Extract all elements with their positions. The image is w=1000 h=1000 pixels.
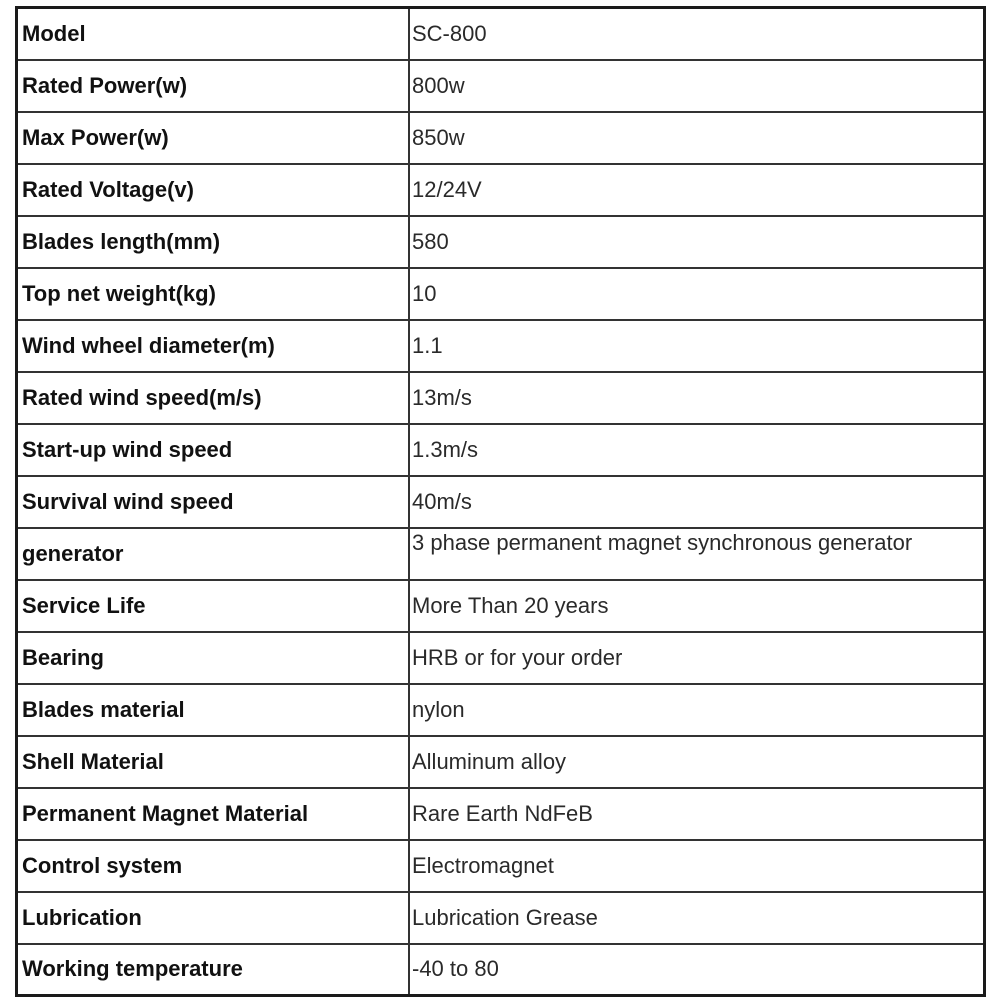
- table-row: [17, 8, 985, 60]
- spec-value: Lubrication Grease: [409, 892, 985, 944]
- table-row: [17, 580, 985, 632]
- spec-value: More Than 20 years: [409, 580, 985, 632]
- spec-value: 850w: [409, 112, 985, 164]
- spec-label: Rated wind speed(m/s): [17, 372, 410, 424]
- table-row: [17, 372, 985, 424]
- table-row: [17, 268, 985, 320]
- spec-table: [15, 6, 986, 997]
- spec-value: Electromagnet: [409, 840, 985, 892]
- spec-value: -40 to 80: [409, 944, 985, 996]
- spec-label: Survival wind speed: [17, 476, 410, 528]
- table-row: [17, 840, 985, 892]
- spec-label: Working temperature: [17, 944, 410, 996]
- table-row: [17, 684, 985, 736]
- spec-value: HRB or for your order: [409, 632, 985, 684]
- spec-value: 800w: [409, 60, 985, 112]
- spec-label: Control system: [17, 840, 410, 892]
- spec-label: Permanent Magnet Material: [17, 788, 410, 840]
- spec-value: 3 phase permanent magnet synchronous generator: [409, 528, 985, 580]
- table-row: [17, 112, 985, 164]
- spec-value: SC-800: [409, 8, 985, 60]
- spec-label: Bearing: [17, 632, 410, 684]
- spec-value: Rare Earth NdFeB: [409, 788, 985, 840]
- table-row: [17, 632, 985, 684]
- spec-value: 13m/s: [409, 372, 985, 424]
- spec-label: Rated Voltage(v): [17, 164, 410, 216]
- spec-value: Alluminum alloy: [409, 736, 985, 788]
- spec-label: Start-up wind speed: [17, 424, 410, 476]
- spec-label: generator: [17, 528, 410, 580]
- spec-label: Lubrication: [17, 892, 410, 944]
- spec-value: 580: [409, 216, 985, 268]
- spec-label: Model: [17, 8, 410, 60]
- table-row: [17, 424, 985, 476]
- table-row: [17, 164, 985, 216]
- spec-label: Wind wheel diameter(m): [17, 320, 410, 372]
- table-row: [17, 944, 985, 996]
- spec-label: Blades length(mm): [17, 216, 410, 268]
- spec-label: Rated Power(w): [17, 60, 410, 112]
- table-row: [17, 476, 985, 528]
- spec-label: Blades material: [17, 684, 410, 736]
- spec-value: 12/24V: [409, 164, 985, 216]
- spec-label: Max Power(w): [17, 112, 410, 164]
- spec-label: Service Life: [17, 580, 410, 632]
- table-row: [17, 528, 985, 580]
- table-row: [17, 60, 985, 112]
- spec-label: Shell Material: [17, 736, 410, 788]
- table-row: [17, 892, 985, 944]
- table-row: [17, 216, 985, 268]
- spec-value: nylon: [409, 684, 985, 736]
- spec-value: 1.3m/s: [409, 424, 985, 476]
- spec-label: Top net weight(kg): [17, 268, 410, 320]
- table-row: [17, 788, 985, 840]
- spec-value: 40m/s: [409, 476, 985, 528]
- spec-value: 1.1: [409, 320, 985, 372]
- table-row: [17, 320, 985, 372]
- table-row: [17, 736, 985, 788]
- spec-value: 10: [409, 268, 985, 320]
